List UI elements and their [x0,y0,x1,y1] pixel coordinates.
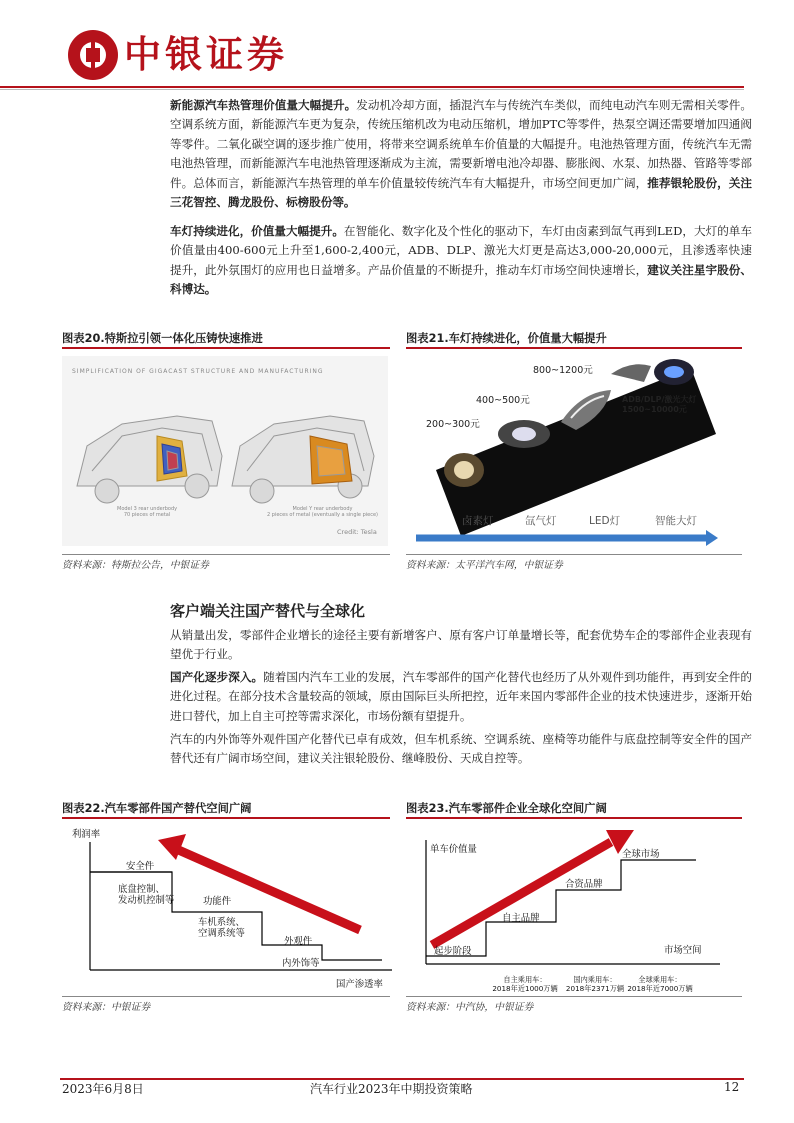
fig23-source-rule [406,996,742,997]
fig22-ylabel: 利润率 [72,829,101,840]
header-rule-thin [0,89,744,90]
fig20-cars-illustration [62,376,388,526]
fig21-lamp-halogen: 卤素灯 [462,515,494,527]
fig22-source-rule [62,996,390,997]
fig22-step-interior: 内外饰等 [282,958,320,969]
footer-title: 汽车行业2023年中期投资策略 [310,1082,473,1096]
paragraph-thermal-body: 发动机冷却方面，插混汽车与传统汽车类似，而纯电动汽车则无需相关零件。空调系统方面，新能源汽车更为复杂，传统压缩机改为电动压缩机，增加PTC等零件，热泵空调还需要增加四通阀等零件。二氧化碳空调的逐步推广使用，将带来空调系统单车价值量的大幅提升。电池热管理方面，传统汽车无需电池热管理，而新能源汽车电池热管理逐渐成为主流，需要新增电池冷却器、膨胀阀、水泵、加热器、管路等零部件。总体而言，新能源汽车热管理的单车价值量较传统汽车有大幅提升，市场空间更加广阔， [170,98,752,190]
fig23-step-domestic: 自主品牌 [502,913,540,924]
paragraph-lamp-lead: 车灯持续进化，价值量大幅提升。 [170,224,344,238]
fig20-caption-top: SIMPLIFICATION OF GIGACAST STRUCTURE AND MANUFACTURING [72,368,324,375]
fig21-source: 资料来源：太平洋汽车网，中银证券 [406,560,563,571]
paragraph-lamp [170,222,752,300]
fig21-price-smart-type: ADB/DLP/激光大灯 [622,395,697,404]
fig21-title-rule [406,347,742,349]
fig22-step-function: 功能件 [203,896,232,907]
fig21-lamp-led: LED灯 [589,515,621,527]
fig23-xlabel: 市场空间 [664,945,702,956]
paragraph-thermal-rec: 推荐银轮股份，关注三花智控、腾龙股份、标榜股份等。 [170,175,752,210]
fig22-step-function-sub2: 空调系统等 [198,928,245,939]
fig22-title: 图表22.汽车零部件国产替代空间广阔 [62,802,252,815]
paragraph-customers: 从销量出发，零部件企业增长的途径主要有新增客户、原有客户订单量增长等，配套优势车企的零部件企业表现有望优于行业。 [170,628,752,662]
brand-name: 中银证券 [124,33,288,76]
fig20-car1-caption: Model 3 rear underbody 70 pieces of metal [117,506,178,518]
fig23-note-1 [490,975,560,993]
fig22-xlabel: 国产渗透率 [336,979,383,990]
paragraph-lamp-body: 在智能化、数字化及个性化的驱动下，车灯由卤素到氙气再到LED，大灯的单车价值量由400-600元上升至1,600-2,400元，ADB、DLP、激光大灯更是高达3,000-20,000元，且渗透率快速提升，此外氛围灯的应用也日益增多。产品价值量的不断提升，推动车灯市场空间快速增长， [170,224,752,277]
fig20-image [62,356,388,546]
fig23-ylabel: 单车价值量 [430,844,477,855]
section-title: 客户端关注国产替代与全球化 [170,602,366,620]
fig23-source: 资料来源：中汽协，中银证券 [406,1002,534,1013]
brand-logo-bar [91,34,95,76]
fig23-step-global: 全球市场 [622,849,660,860]
fig20-car2-caption: Model Y rear underbody 2 pieces of metal (eventually a single piece) [267,506,378,518]
footer-page-number: 12 [724,1080,740,1094]
fig20-source: 资料来源：特斯拉公告，中银证券 [62,560,209,571]
fig23-note-2-a: 国内乘用车： [573,975,617,984]
fig21-price-led: 800~1200元 [533,365,593,376]
fig23-note-3-b: 2018年近7000万辆 [627,984,693,993]
fig20-source-rule [62,554,390,555]
paragraph-exterior: 汽车的内外饰等外观件国产化替代已卓有成效，但车机系统、空调系统、座椅等功能件与底盘控制等安全件的国产替代还有广阔市场空间，建议关注银轮股份、继峰股份、天成自控等。 [170,732,752,766]
fig23-title-rule [406,817,742,819]
fig21-price-smart: 1500~10000元 [622,405,687,414]
fig21-source-rule [406,554,742,555]
fig22-step-safety-sub2: 发动机控制等 [118,895,175,906]
footer-date: 2023年6月8日 [62,1082,144,1096]
fig22-diagram [62,820,392,1000]
fig21-title: 图表21.车灯持续进化，价值量大幅提升 [406,332,607,345]
fig20-car-left [77,416,222,503]
paragraph-localization-body: 随着国内汽车工业的发展，汽车零部件的国产化替代也经历了从外观件到功能件，再到安全件的进化过程。在部分技术含量较高的领域，原由国际巨头所把控，近年来国内零部件企业的技术快速进步，逐渐开始进口替代，加上自主可控等需求深化，市场份额有望提升。 [170,670,752,723]
fig21-lamp-smart: 智能大灯 [655,515,697,527]
fig22-step-safety: 安全件 [126,861,155,872]
paragraph-localization-lead: 国产化逐步深入。 [170,670,264,684]
fig21-lamp-xenon: 氙气灯 [525,515,557,527]
fig20-credit: Credit: Tesla [337,528,377,536]
fig22-title-rule [62,817,390,819]
fig22-step-safety-sub1: 底盘控制、 [118,884,165,895]
fig23-note-1-b: 2018年近1000万辆 [492,984,558,993]
fig23-note-1-a: 自主乘用车： [503,975,547,984]
fig23-red-arrow [432,842,611,945]
paragraph-thermal-lead: 新能源汽车热管理价值量大幅提升。 [170,98,357,112]
fig23-note-2 [560,975,630,993]
fig20-title: 图表20.特斯拉引领一体化压铸快速推进 [62,332,263,345]
fig23-note-3-a: 全球乘用车： [638,975,682,984]
fig20-car-right [232,416,374,503]
fig22-step-function-sub1: 车机系统、 [198,917,245,928]
paragraph-lamp-rec: 建议关注星宇股份、科博达。 [170,262,752,297]
fig23-note-3 [624,975,696,993]
smart-lamp-icon-1 [611,364,651,382]
header-rule [0,86,744,88]
paragraph-localization [170,668,752,726]
fig22-source: 资料来源：中银证券 [62,1002,151,1013]
fig23-note-2-b: 2018年2371万辆 [565,984,625,993]
fig23-step-start: 起步阶段 [434,946,472,957]
fig21-price-xenon: 400~500元 [476,395,530,406]
fig20-title-rule [62,347,390,349]
fig21-price-halogen: 200~300元 [426,419,480,430]
paragraph-thermal [170,96,752,212]
fig23-title: 图表23.汽车零部件企业全球化空间广阔 [406,802,607,815]
fig22-step-appearance: 外观件 [284,936,313,947]
fig23-step-jv: 合资品牌 [565,879,603,890]
